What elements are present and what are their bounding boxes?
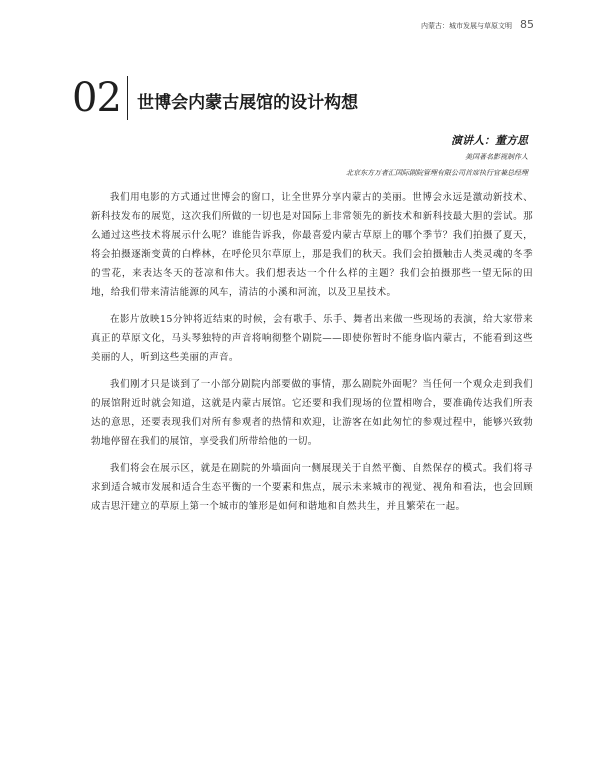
page-number: 85 <box>520 18 534 31</box>
paragraph-4: 我们将会在展示区，就是在剧院的外墙面向一侧展现关于自然平衡、自然保存的模式。我们将寻求到适合城市发展和适合生态平衡的一个要素和焦点，展示未来城市的视觉、视角和看法，也会回顾成吉思汗建立的草原上第一个城市的雏形是如何和谐地和自然共生，并且繁荣在一起。 <box>91 463 533 512</box>
chapter-divider <box>127 76 128 120</box>
paragraph-1: 我们用电影的方式通过世博会的窗口，让全世界分享内蒙古的美丽。世博会永远是激动新技术、新科技发布的展览，这次我们所做的一切也是对国际上非常领先的新技术和新科技最大胆的尝试。那么通过这些技术将展示什么呢？谁能告诉我，你最喜爱内蒙古草原上的哪个季节？我们拍摄了夏天，将会拍摄逐渐变黄的白桦林，在呼伦贝尔草原上，那是我们的秋天。我们会拍摄触击人类灵魂的冬季的雪花，来表达冬天的苍凉和伟大。我们想表达一个什么样的主题？我们会拍摄那些一望无际的田地，给我们带来清洁能源的风车，清洁的小溪和河流，以及卫星技术。 <box>91 192 533 298</box>
body-text <box>91 188 533 524</box>
running-head <box>421 18 534 31</box>
chapter-heading <box>72 76 358 120</box>
speaker-role-2: 北京东方万者汇国际剧院管理有限公司首席执行官兼总经理 <box>346 169 528 177</box>
paragraph-3: 我们刚才只是谈到了一小部分剧院内部要做的事情，那么剧院外面呢？当任何一个观众走到我们的展馆附近时就会知道，这就是内蒙古展馆。它还要和我们现场的位置相吻合，要准确传达我们所表达的意思，还要表现我们对所有参观者的热情和欢迎，让游客在如此匆忙的参观过程中，能够兴致勃勃地停留在我们的展馆，享受我们所带给他的一切。 <box>91 379 533 447</box>
running-head-title: 内蒙古：城市发展与草原文明 <box>421 22 512 30</box>
chapter-title: 世博会内蒙古展馆的设计构想 <box>137 92 359 113</box>
speaker-role-1: 美国著名影视制作人 <box>465 153 528 161</box>
chapter-number: 02 <box>72 75 121 121</box>
paragraph-2: 在影片放映15分钟将近结束的时候，会有歌手、乐手、舞者出来做一些现场的表演，给大家带来真正的草原文化，马头琴独特的声音将响彻整个剧院——即使你暂时不能身临内蒙古，不能看到这些美丽的人，听到这些美丽的声音。 <box>91 314 533 363</box>
speaker-name: 演讲人：董方思 <box>451 134 528 147</box>
